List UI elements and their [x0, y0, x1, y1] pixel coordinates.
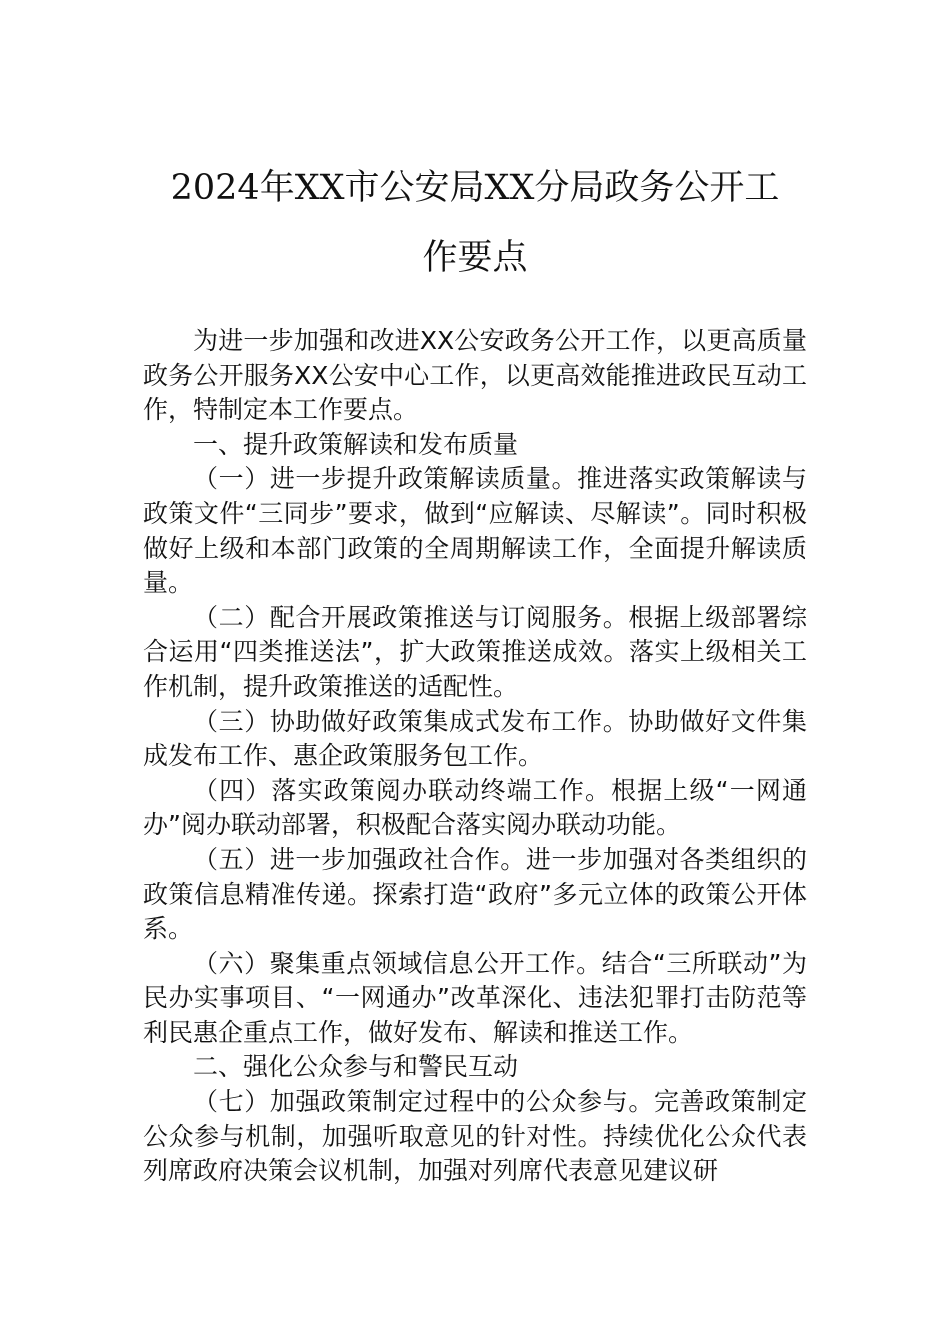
item-paragraph-1: （一）进一步提升政策解读质量。推进落实政策解读与政策文件“三同步”要求，做到“应解读、尽解读”。同时积极做好上级和本部门政策的全周期解读工作，全面提升解读质量。 [143, 464, 807, 598]
item-paragraph-3: （三）协助做好政策集成式发布工作。协助做好文件集成发布工作、惠企政策服务包工作。 [143, 706, 807, 771]
document-body [143, 324, 807, 1189]
item-paragraph-4: （四）落实政策阅办联动终端工作。根据上级“一网通办”阅办联动部署，积极配合落实阅办联动功能。 [143, 775, 807, 840]
item-paragraph-6: （六）聚集重点领域信息公开工作。结合“三所联动”为民办实事项目、“一网通办”改革深化、违法犯罪打击防范等利民惠企重点工作，做好发布、解读和推送工作。 [143, 948, 807, 1047]
item-paragraph-7: （七）加强政策制定过程中的公众参与。完善政策制定公众参与机制，加强听取意见的针对性。持续优化公众代表列席政府决策会议机制，加强对列席代表意见建议研 [143, 1087, 807, 1186]
intro-paragraph: 为进一步加强和改进XX公安政务公开工作，以更高质量政务公开服务XX公安中心工作，以更高效能推进政民互动工作，特制定本工作要点。 [143, 326, 807, 425]
item-paragraph-2: （二）配合开展政策推送与订阅服务。根据上级部署综合运用“四类推送法”，扩大政策推送成效。落实上级相关工作机制，提升政策推送的适配性。 [143, 602, 807, 701]
section-heading-2: 二、强化公众参与和警民互动 [193, 1052, 519, 1082]
document-title-line-1: 2024年XX市公安局XX分局政务公开工 [170, 168, 780, 208]
section-heading-1: 一、提升政策解读和发布质量 [193, 429, 519, 459]
item-paragraph-5: （五）进一步加强政社合作。进一步加强对各类组织的政策信息精准传递。探索打造“政府”多元立体的政策公开体系。 [143, 844, 807, 944]
document-title-line-2: 作要点 [422, 238, 528, 278]
